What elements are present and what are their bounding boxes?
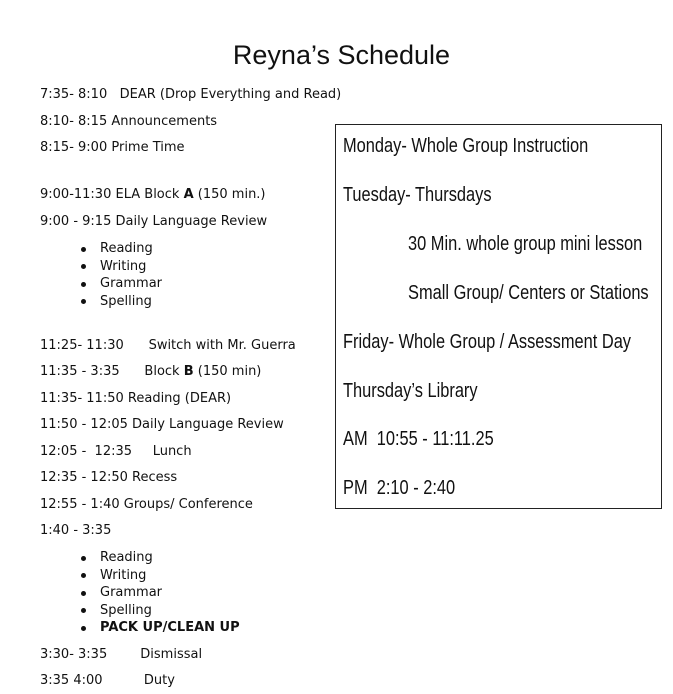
schedule-line-dear: 7:35- 8:10 DEAR (Drop Everything and Read)	[40, 87, 342, 102]
schedule-line-dismissal: 3:30- 3:35 Dismissal	[40, 647, 203, 662]
schedule-line-block-range: 1:40 - 3:35	[40, 523, 112, 538]
schedule-line-recess: 12:35 - 12:50 Recess	[40, 470, 178, 485]
friday-note: Friday- Whole Group / Assessment Day	[343, 331, 632, 353]
library-heading: Thursday’s Library	[343, 380, 478, 402]
schedule-line-groups: 12:55 - 1:40 Groups/ Conference	[40, 497, 253, 512]
page-title: Reyna’s Schedule	[232, 40, 451, 70]
list-item: Writing	[78, 567, 240, 585]
list-item: Grammar	[78, 584, 240, 602]
schedule-line-reading-dear: 11:35- 11:50 Reading (DEAR)	[40, 391, 232, 406]
schedule-line-block-b: 11:35 - 3:35 Block B (150 min)	[40, 364, 262, 379]
list-item: Spelling	[78, 293, 162, 311]
mini-lesson-note: 30 Min. whole group mini lesson	[408, 233, 643, 255]
library-pm-time: PM 2:10 - 2:40	[343, 477, 456, 499]
list-item: Reading	[78, 240, 162, 258]
list-item: Writing	[78, 258, 162, 276]
bullet-list-ela	[78, 240, 162, 310]
weekly-info-box	[335, 124, 662, 509]
list-item: Reading	[78, 549, 240, 567]
list-item: Grammar	[78, 275, 162, 293]
schedule-line-duty: 3:35 4:00 Duty	[40, 673, 175, 688]
schedule-line-ela-block: 9:00-11:30 ELA Block A (150 min.)	[40, 187, 266, 202]
schedule-line-prime-time: 8:15- 9:00 Prime Time	[40, 140, 185, 155]
monday-note: Monday- Whole Group Instruction	[343, 135, 589, 157]
tuesday-thursday-note: Tuesday- Thursdays	[343, 184, 492, 206]
list-item-pack-up: PACK UP/CLEAN UP	[78, 619, 240, 637]
schedule-line-daily-language-review-2: 11:50 - 12:05 Daily Language Review	[40, 417, 284, 432]
bullet-list-afternoon	[78, 549, 240, 637]
list-item: Spelling	[78, 602, 240, 620]
schedule-line-switch: 11:25- 11:30 Switch with Mr. Guerra	[40, 338, 296, 353]
schedule-line-lunch: 12:05 - 12:35 Lunch	[40, 444, 192, 459]
schedule-line-daily-language-review: 9:00 - 9:15 Daily Language Review	[40, 214, 268, 229]
schedule-line-announcements: 8:10- 8:15 Announcements	[40, 114, 218, 129]
library-am-time: AM 10:55 - 11:11.25	[343, 428, 494, 450]
small-group-note: Small Group/ Centers or Stations	[408, 282, 649, 304]
